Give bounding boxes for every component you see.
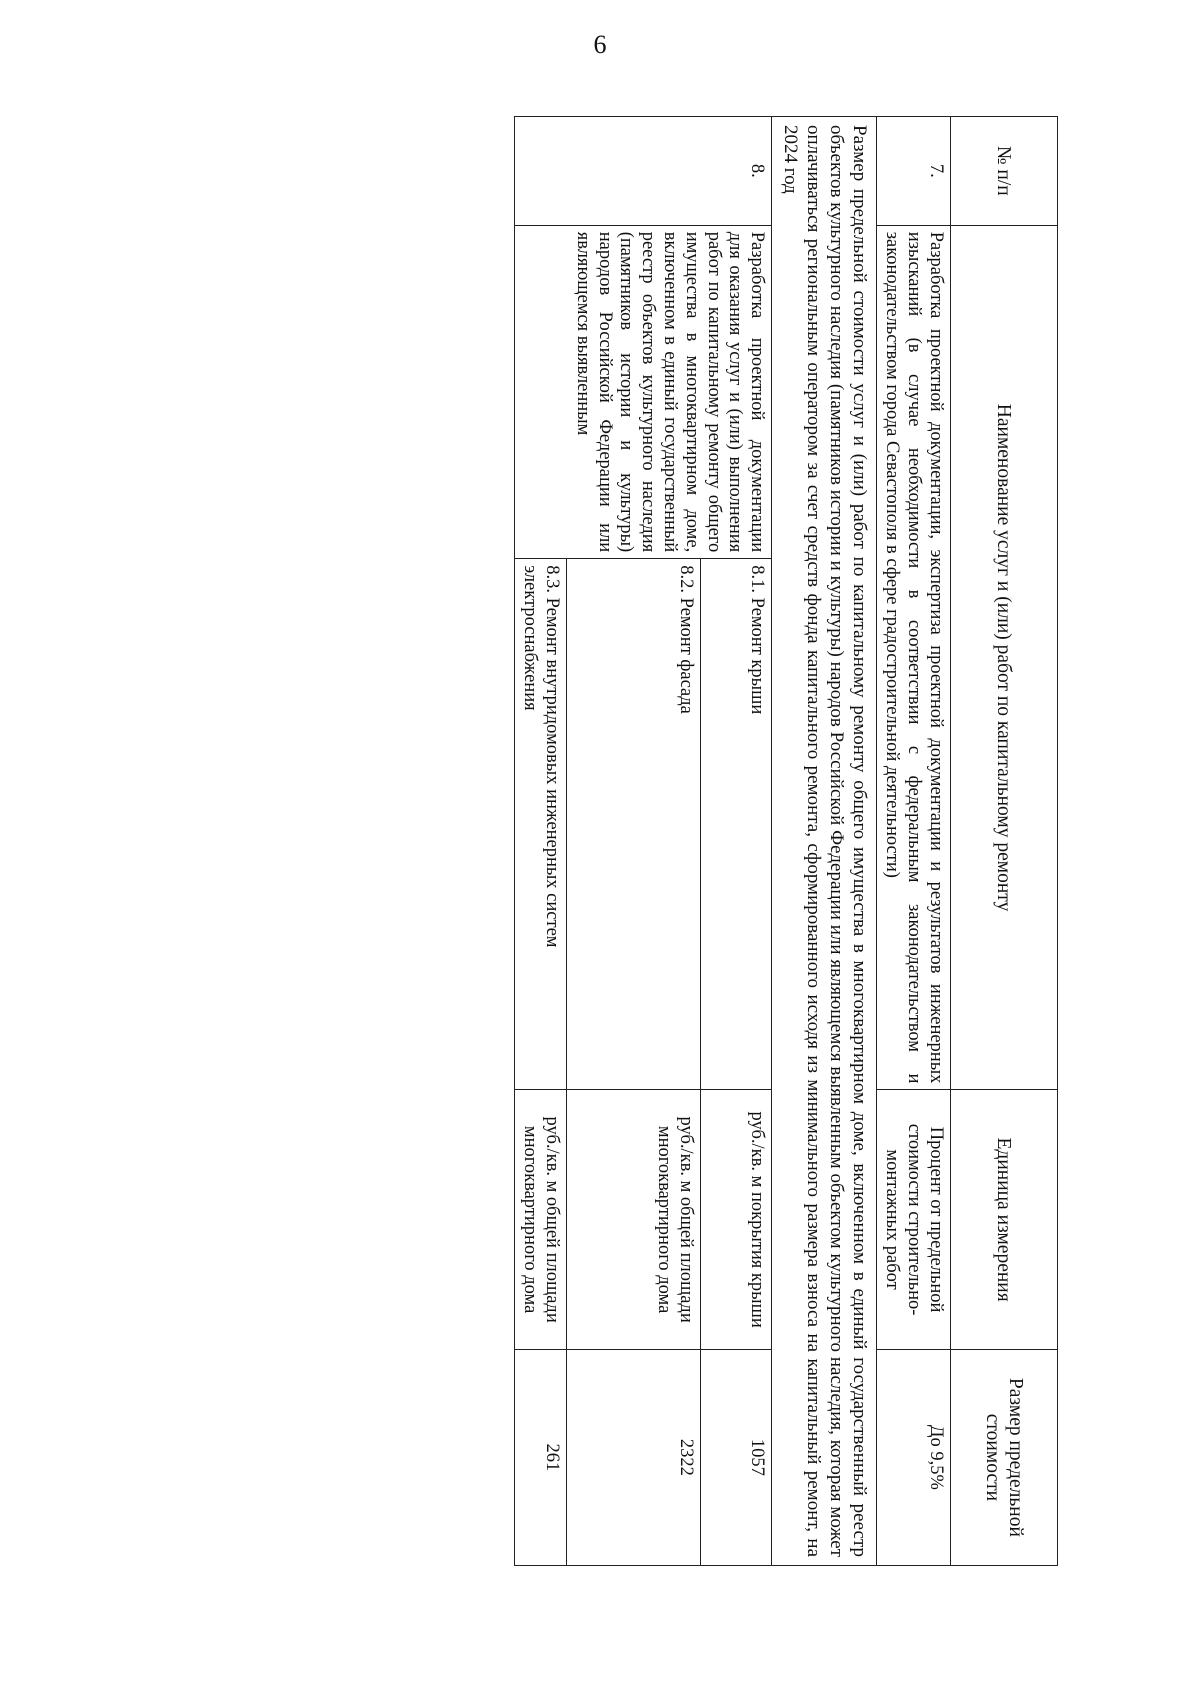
table-note-row [772, 117, 876, 1566]
row7-unit: Процент от предельной стоимости строительно-монтажных работ [876, 1090, 950, 1349]
cost-limits-table [514, 116, 1058, 1566]
header-num: № п/п [951, 117, 1058, 226]
row8-num: 8. [514, 117, 772, 226]
note-text: Размер предельной стоимости услуг и (или) работ по капитальному ремонту общего имущества в многоквартирном доме, включенном в единый государственный реестр объектов культурного наследия (памятников истории и культуры) народов Российской Федерации или являющемся выявленным объектом культурного наследия, которая может оплачиваться региональным оператором за счет средств фонда капитального ремонта, сформированного исходя из минимального размера взноса на капитальный ремонт, на 2024 год [772, 117, 876, 1566]
row8-1-size: 1057 [701, 1349, 772, 1565]
table-row-8-1 [701, 117, 772, 1566]
row8-2-unit: руб./кв. м общей площади многоквартирного дома [567, 1090, 701, 1349]
row8-name: Разработка проектной документации для оказания услуг и (или) выполнения работ по капитальному ремонту общего имущества в многоквартирном доме, включенном в единый государственный реестр объектов культурного наследия (памятников истории и культуры) народов Российской Федерации или являющемся выявленным [514, 225, 772, 559]
row8-1-name: 8.1. Ремонт крыши [701, 559, 772, 1090]
row7-size: До 9,5% [876, 1349, 950, 1565]
header-unit: Единица измерения [951, 1090, 1058, 1349]
row8-3-size: 261 [514, 1349, 567, 1565]
rotated-table-page [200, 116, 1058, 1566]
row8-2-size: 2322 [567, 1349, 701, 1565]
row8-1-unit: руб./кв. м покрытия крыши [701, 1090, 772, 1349]
row8-3-name: 8.3. Ремонт внутридомовых инженерных систем электроснабжения [514, 559, 567, 1090]
header-size: Размер предельной стоимости [951, 1349, 1058, 1565]
table-header-row [951, 117, 1058, 1566]
header-name: Наименование услуг и (или) работ по капитальному ремонту [951, 225, 1058, 1090]
row7-num: 7. [876, 117, 950, 226]
page-number: 6 [593, 30, 607, 59]
row8-3-unit: руб./кв. м общей площади многоквартирного дома [514, 1090, 567, 1349]
row7-name: Разработка проектной документации, экспертиза проектной документации и результатов инженерных изысканий (в случае необходимости в соответствии с федеральным законодательством и законодательством города Севастополя в сфере градостроительной деятельности) [876, 225, 950, 1090]
table-row-7 [876, 117, 950, 1566]
row8-2-name: 8.2. Ремонт фасада [567, 559, 701, 1090]
